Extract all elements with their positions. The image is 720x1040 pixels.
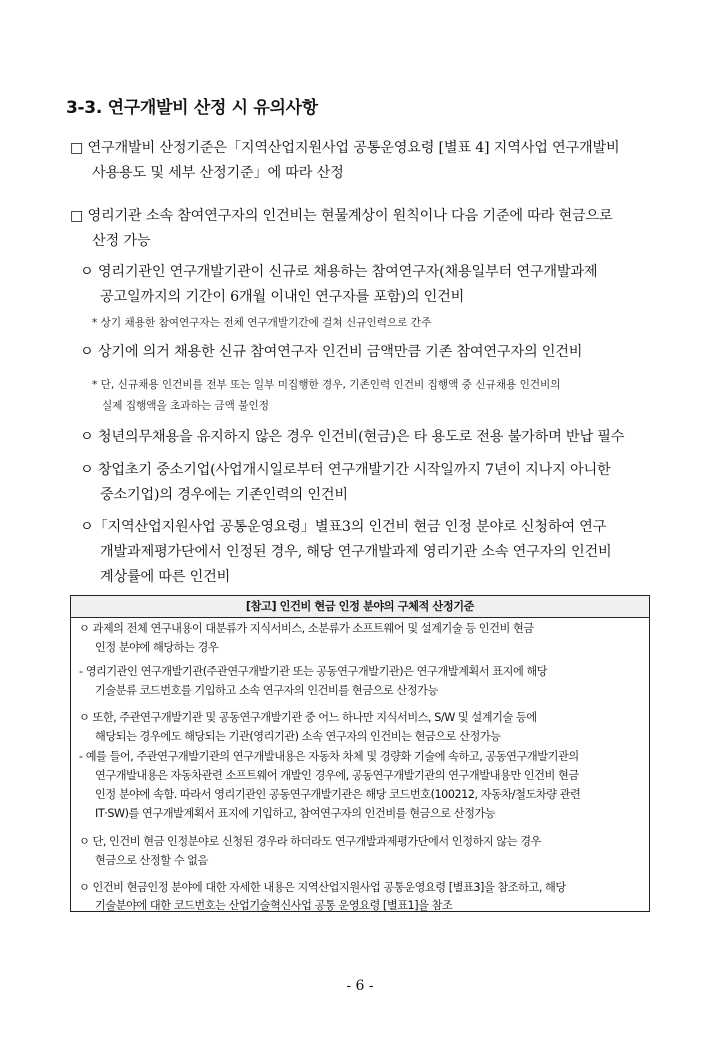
bullet-item: ㅇ 청년의무채용을 유지하지 않은 경우 인건비(현금)은 타 용도로 전용 불가하며 반납 필수	[80, 429, 625, 445]
page-number: - 6 -	[346, 978, 374, 994]
reference-line: 연구개발내용은 자동차관련 소프트웨어 개발인 경우에, 공동연구개발기관의 연구개발내용만 인건비 현금	[95, 769, 579, 782]
paragraph-item-cont: 사용용도 및 세부 산정기준」에 따라 산정	[92, 165, 344, 181]
bullet-item-cont: 개발과제평가단에서 인정된 경우, 해당 연구개발과제 영리기관 소속 연구자의 인건비	[100, 544, 612, 560]
paragraph-item: □ 영리기관 소속 참여연구자의 인건비는 현물계상이 원칙이나 다음 기준에 따라 현금으로	[70, 208, 613, 224]
reference-line: IT·SW)를 연구개발계획서 표지에 기입하고, 참여연구자의 인건비를 현금으로 산정가능	[95, 807, 496, 820]
reference-line: 해당되는 경우에도 해당되는 기관(영리기관) 소속 연구자의 인건비는 현금으로 산정가능	[95, 730, 501, 743]
reference-line: ㅇ 또한, 주관연구개발기관 및 공동연구개발기관 중 어느 하나만 지식서비스, S/W 및 설계기술 등에	[79, 711, 537, 724]
reference-line: 인정 분야에 속함. 따라서 영리기관인 공동연구개발기관은 해당 코드번호(100212, 자동차/철도차량 관련	[95, 788, 581, 801]
reference-box	[70, 595, 650, 912]
reference-line: ㅇ 단, 인건비 현금 인정분야로 신청된 경우라 하더라도 연구개발과제평가단에서 인정하지 않는 경우	[79, 835, 541, 848]
reference-line: ㅇ 인건비 현금인정 분야에 대한 자세한 내용은 지역산업지원사업 공통운영요령 [별표3]을 참조하고, 해당	[79, 881, 566, 894]
bullet-item: ㅇ 상기에 의거 채용한 신규 참여연구자 인건비 금액만큼 기존 참여연구자의 인건비	[80, 344, 583, 360]
bullet-item-cont: 중소기업)의 경우에는 기존인력의 인건비	[100, 487, 348, 503]
reference-line: - 예를 들어, 주관연구개발기관의 연구개발내용은 자동차 차체 및 경량화 기술에 속하고, 공동연구개발기관의	[79, 750, 579, 763]
reference-box-header: [참고] 인건비 현금 인정 분야의 구체적 산정기준	[71, 596, 649, 618]
section-title: 3-3. 연구개발비 산정 시 유의사항	[66, 98, 318, 118]
paragraph-item-cont: 산정 가능	[92, 233, 151, 249]
bullet-item: ㅇ 창업초기 중소기업(사업개시일로부터 연구개발기간 시작일까지 7년이 지나지 아니한	[80, 462, 611, 478]
reference-line: - 영리기관인 연구개발기관(주관연구개발기관 또는 공동연구개발기관)은 연구개발계획서 표지에 해당	[79, 665, 548, 678]
reference-line: 인정 분야에 해당하는 경우	[95, 641, 219, 654]
paragraph-item: □ 연구개발비 산정기준은「지역산업지원사업 공통운영요령 [별표 4] 지역사업 연구개발비	[70, 140, 620, 156]
bullet-item: ㅇ「지역산업지원사업 공통운영요령」별표3의 인건비 현금 인정 분야로 신청하여 연구	[80, 519, 607, 535]
reference-line: 기술분야에 대한 코드번호는 산업기술혁신사업 공통 운영요령 [별표1]을 참조	[95, 899, 453, 912]
reference-line: 기술분류 코드번호를 기입하고 소속 연구자의 인건비를 현금으로 산정가능	[95, 684, 438, 697]
bullet-item-cont: 계상률에 따른 인건비	[100, 569, 231, 585]
reference-line: 현금으로 산정할 수 없음	[95, 854, 208, 867]
bullet-item: ㅇ 영리기관인 연구개발기관이 신규로 채용하는 참여연구자(채용일부터 연구개발과제	[80, 264, 598, 280]
footnote: * 상기 채용한 참여연구자는 전체 연구개발기간에 걸쳐 신규인력으로 간주	[92, 317, 432, 329]
bullet-item-cont: 공고일까지의 기간이 6개월 이내인 연구자를 포함)의 인건비	[100, 289, 465, 305]
reference-line: ㅇ 과제의 전체 연구내용이 대분류가 지식서비스, 소분류가 소프트웨어 및 설계기술 등 인건비 현금	[79, 622, 534, 635]
footnote-cont: 실제 집행액을 초과하는 금액 불인정	[102, 400, 269, 412]
footnote: * 단, 신규채용 인건비를 전부 또는 일부 미집행한 경우, 기존인력 인건비 집행액 중 신규채용 인건비의	[92, 379, 561, 391]
